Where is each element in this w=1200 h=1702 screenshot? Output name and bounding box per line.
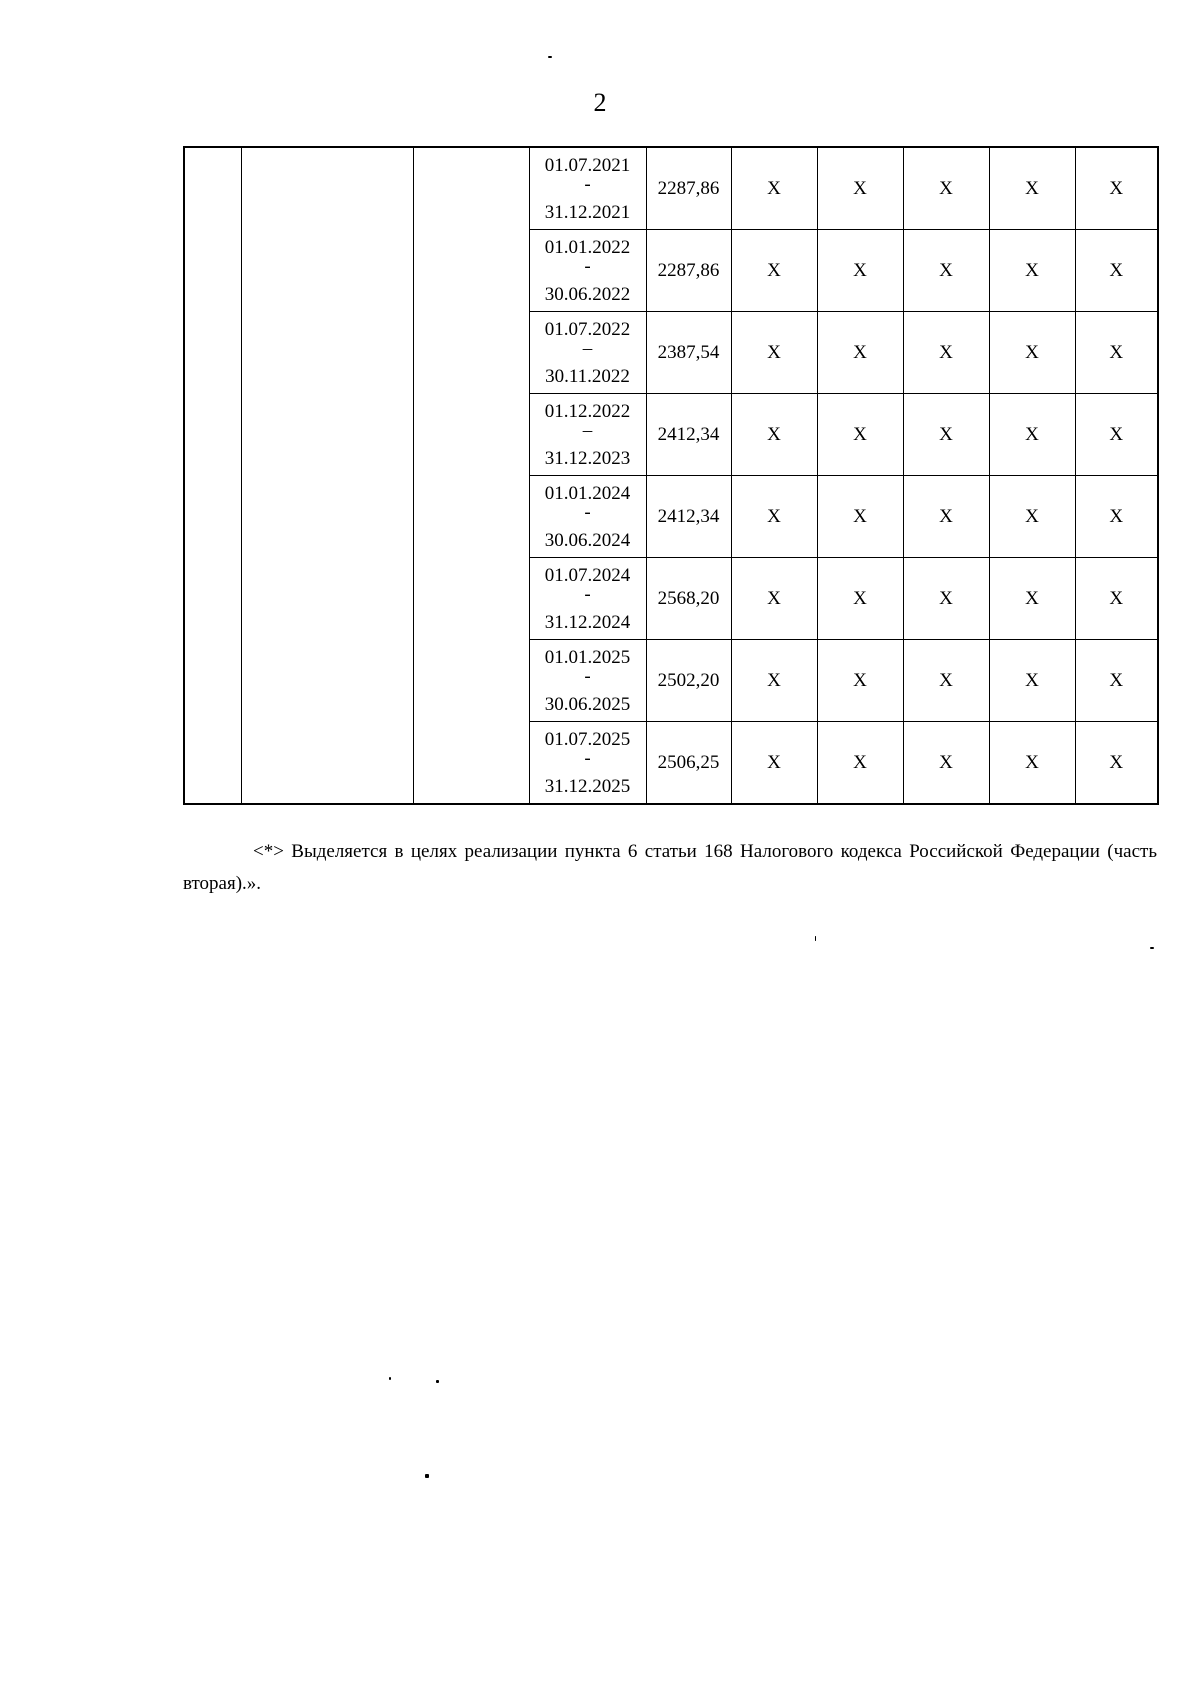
mark-cell: X [1075, 312, 1158, 394]
mark-cell: X [817, 722, 903, 805]
period-separator: – [582, 337, 593, 359]
period-end: 30.11.2022 [545, 365, 630, 387]
period-separator: - [584, 501, 591, 523]
mark-cell: X [1075, 147, 1158, 230]
scan-speck [389, 1377, 391, 1380]
mark-cell: X [989, 230, 1075, 312]
mark-cell: X [1075, 722, 1158, 805]
period-end: 31.12.2025 [544, 775, 631, 797]
mark-cell: X [731, 722, 817, 805]
mark-cell: X [989, 558, 1075, 640]
period-separator: - [584, 173, 591, 195]
period-start: 01.01.2024 [544, 482, 631, 504]
mark-cell: X [989, 394, 1075, 476]
period-start: 01.12.2022 [544, 400, 631, 422]
mark-cell: X [989, 722, 1075, 805]
rate-cell: 2287,86 [646, 230, 731, 312]
rate-cell: 2412,34 [646, 394, 731, 476]
scan-speck [436, 1380, 439, 1383]
period-separator: – [582, 419, 593, 441]
mark-cell: X [903, 312, 989, 394]
mark-cell: X [903, 147, 989, 230]
footnote: <*> Выделяется в целях реализации пункта 6 статьи 168 Налогового кодекса Российской Федерации (часть вторая).». [183, 841, 1157, 894]
rate-cell: 2287,86 [646, 147, 731, 230]
merged-cell-col-3 [413, 147, 529, 804]
mark-cell: X [817, 558, 903, 640]
mark-cell: X [1075, 558, 1158, 640]
mark-cell: X [989, 640, 1075, 722]
scan-speck [548, 56, 552, 58]
merged-cell-col-2 [241, 147, 413, 804]
mark-cell: X [903, 476, 989, 558]
period-cell [529, 394, 646, 476]
period-start: 01.07.2021 [544, 154, 631, 176]
mark-cell: X [817, 476, 903, 558]
rate-cell: 2387,54 [646, 312, 731, 394]
mark-cell: X [817, 312, 903, 394]
period-cell [529, 312, 646, 394]
period-separator: - [584, 665, 591, 687]
period-separator: - [584, 583, 591, 605]
mark-cell: X [817, 147, 903, 230]
period-cell [529, 722, 646, 805]
period-end: 31.12.2023 [544, 447, 631, 469]
mark-cell: X [731, 312, 817, 394]
period-end: 31.12.2024 [544, 611, 631, 633]
mark-cell: X [731, 476, 817, 558]
tariff-table-container [183, 146, 1159, 805]
rate-cell: 2412,34 [646, 476, 731, 558]
period-separator: - [584, 747, 591, 769]
tariff-table-body [184, 147, 1158, 804]
period-start: 01.07.2024 [544, 564, 631, 586]
merged-cell-col-1 [184, 147, 241, 804]
period-end: 30.06.2024 [544, 529, 631, 551]
mark-cell: X [989, 312, 1075, 394]
scan-speck [815, 936, 816, 941]
period-start: 01.01.2025 [544, 646, 631, 668]
page-number: 2 [593, 88, 607, 117]
mark-cell: X [903, 640, 989, 722]
mark-cell: X [731, 558, 817, 640]
mark-cell: X [817, 230, 903, 312]
mark-cell: X [731, 147, 817, 230]
mark-cell: X [989, 476, 1075, 558]
table-row [184, 147, 1158, 230]
period-cell [529, 640, 646, 722]
period-cell [529, 147, 646, 230]
mark-cell: X [903, 558, 989, 640]
mark-cell: X [903, 722, 989, 805]
tariff-table [183, 146, 1159, 805]
mark-cell: X [903, 230, 989, 312]
period-start: 01.07.2025 [544, 728, 631, 750]
period-start: 01.01.2022 [544, 236, 631, 258]
period-end: 30.06.2022 [544, 283, 631, 305]
period-start: 01.07.2022 [544, 318, 631, 340]
rate-cell: 2568,20 [646, 558, 731, 640]
mark-cell: X [817, 394, 903, 476]
mark-cell: X [1075, 230, 1158, 312]
mark-cell: X [731, 640, 817, 722]
mark-cell: X [817, 640, 903, 722]
period-cell [529, 558, 646, 640]
mark-cell: X [731, 230, 817, 312]
mark-cell: X [1075, 476, 1158, 558]
rate-cell: 2506,25 [646, 722, 731, 805]
period-end: 30.06.2025 [544, 693, 631, 715]
mark-cell: X [1075, 640, 1158, 722]
scan-speck [1150, 947, 1154, 949]
mark-cell: X [1075, 394, 1158, 476]
mark-cell: X [903, 394, 989, 476]
scan-speck [425, 1474, 429, 1478]
period-separator: - [584, 255, 591, 277]
mark-cell: X [989, 147, 1075, 230]
period-end: 31.12.2021 [544, 201, 631, 223]
period-cell [529, 230, 646, 312]
rate-cell: 2502,20 [646, 640, 731, 722]
mark-cell: X [731, 394, 817, 476]
period-cell [529, 476, 646, 558]
